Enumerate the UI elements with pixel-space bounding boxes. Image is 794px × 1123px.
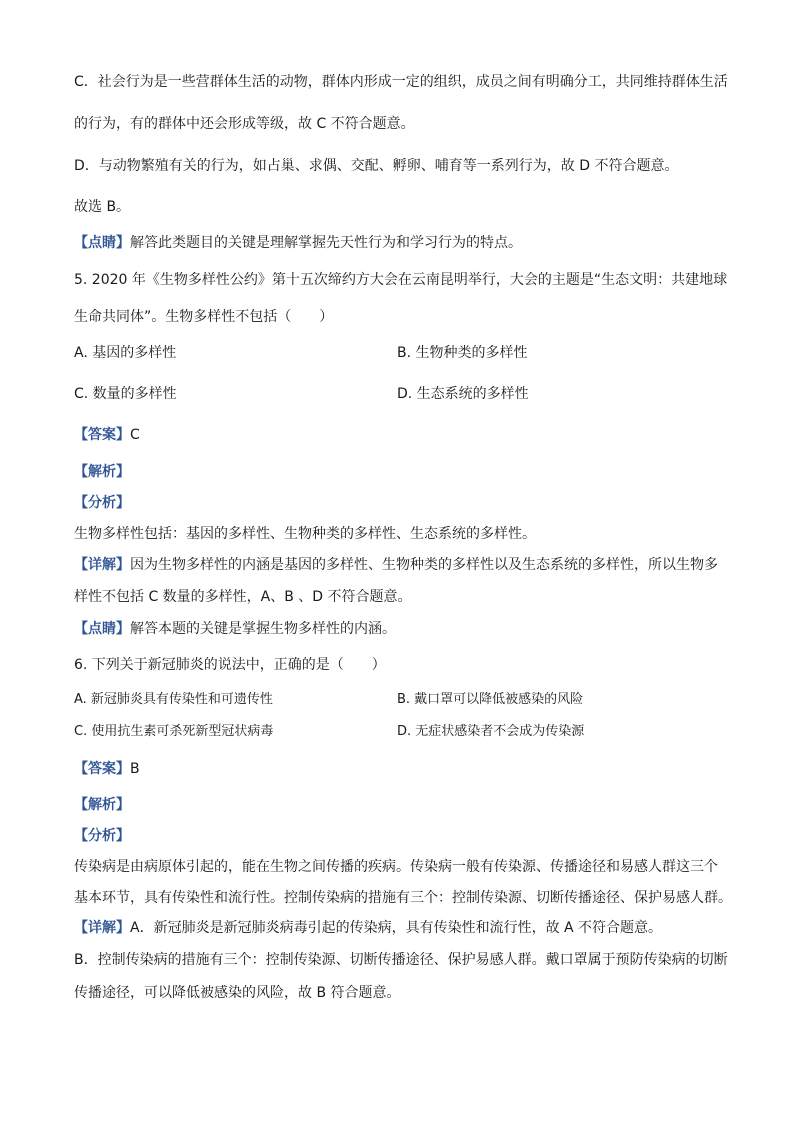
tip-tag: 【点睛】 xyxy=(74,235,130,251)
question-5-stem: 5. 2020 年《生物多样性公约》第十五次缔约方大会在云南昆明举行，大会的主题是“生态文明：共建地球 xyxy=(74,272,728,288)
option-a: A. 基因的多样性 xyxy=(74,345,177,361)
text-line: 传染病是由病原体引起的，能在生物之间传播的疾病。传染病一般有传染源、传播途径和易感人群这三个 xyxy=(74,859,718,875)
text-line: 样性不包括 C 数量的多样性，A、B 、D 不符合题意。 xyxy=(74,589,412,605)
tip-line: 【点睛】解答此类题目的关键是理解掌握先天性行为和学习行为的特点。 xyxy=(74,235,522,251)
answer-line: 【答案】B xyxy=(74,761,140,777)
text-line: B．控制传染病的措施有三个：控制传染源、切断传播途径、保护易感人群。戴口罩属于预防传染病的切断 xyxy=(74,952,728,968)
question-5-stem: 生命共同体”。生物多样性不包括（ ） xyxy=(74,309,334,325)
option-b: B. 戴口罩可以降低被感染的风险 xyxy=(397,692,584,707)
detail-tag: 【详解】 xyxy=(74,557,130,573)
text-line: C．社会行为是一些营群体生活的动物，群体内形成一定的组织，成员之间有明确分工，共同维持群体生活 xyxy=(74,74,728,90)
text-line: 故选 B。 xyxy=(74,199,131,215)
option-d: D. 无症状感染者不会成为传染源 xyxy=(397,724,585,739)
text-line: 的行为，有的群体中还会形成等级，故 C 不符合题意。 xyxy=(74,116,415,132)
text-line: 传播途径，可以降低被感染的风险，故 B 符合题意。 xyxy=(74,985,401,1001)
answer-line: 【答案】C xyxy=(74,427,140,443)
option-b: B. 生物种类的多样性 xyxy=(397,345,528,361)
tip-line: 【点睛】解答本题的关键是掌握生物多样性的内涵。 xyxy=(74,621,396,637)
option-a: A. 新冠肺炎具有传染性和可遗传性 xyxy=(74,692,273,707)
text-line: D．与动物繁殖有关的行为，如占巢、求偶、交配、孵卵、哺育等一系列行为，故 D 不符合题意。 xyxy=(74,158,679,174)
answer-tag: 【答案】 xyxy=(74,427,130,443)
text-line: 基本环节，具有传染性和流行性。控制传染病的措施有三个：控制传染源、切断传播途径、保护易感人群。 xyxy=(74,890,732,906)
detail-line: 【详解】因为生物多样性的内涵是基因的多样性、生物种类的多样性以及生态系统的多样性，所以生物多 xyxy=(74,557,718,573)
option-c: C. 使用抗生素可杀死新型冠状病毒 xyxy=(74,724,274,739)
analysis-heading: 【解析】 xyxy=(74,464,130,480)
fenxi-heading: 【分析】 xyxy=(74,828,130,844)
text-line: 生物多样性包括：基因的多样性、生物种类的多样性、生态系统的多样性。 xyxy=(74,526,536,542)
question-6-stem: 6. 下列关于新冠肺炎的说法中，正确的是（ ） xyxy=(74,657,386,673)
option-c: C. 数量的多样性 xyxy=(74,386,177,402)
detail-line: 【详解】A．新冠肺炎是新冠肺炎病毒引起的传染病，具有传染性和流行性，故 A 不符合题意。 xyxy=(74,920,663,936)
analysis-heading: 【解析】 xyxy=(74,797,130,813)
option-d: D. 生态系统的多样性 xyxy=(397,386,529,402)
fenxi-heading: 【分析】 xyxy=(74,495,130,511)
